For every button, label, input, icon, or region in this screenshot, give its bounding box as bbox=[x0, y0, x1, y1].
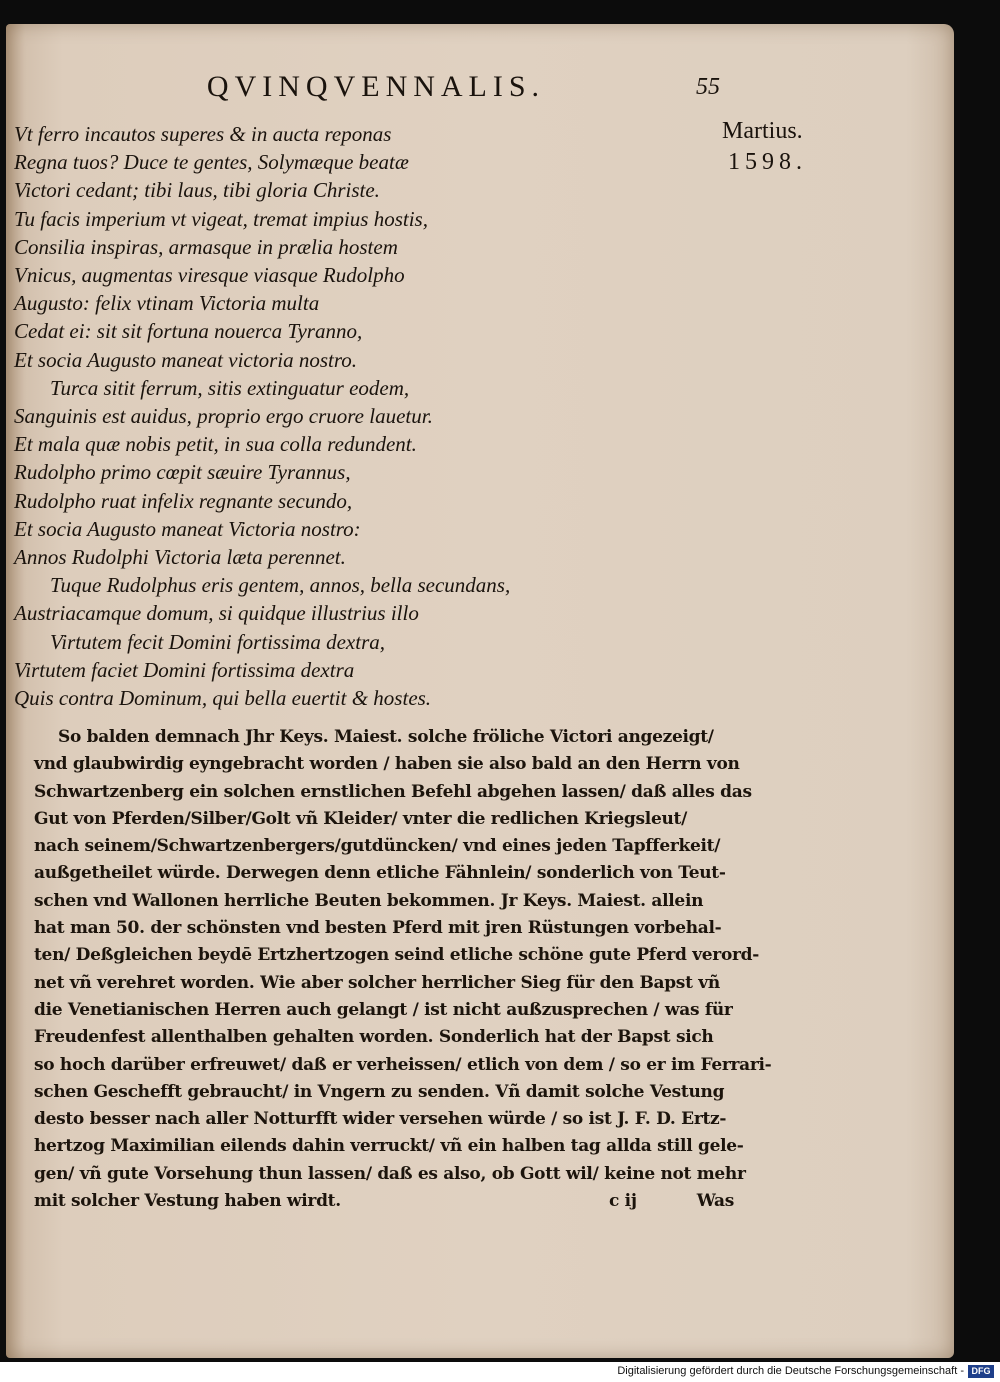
prose-line: gen/ vñ gute Vorsehung thun lassen/ daß es also, ob Gott wil/ keine not mehr bbox=[34, 1163, 746, 1184]
signature-mark: c ij bbox=[609, 1191, 637, 1212]
prose-line: ten/ Deßgleichen beydē Ertzhertzogen seind etliche schöne gute Pferd verord- bbox=[34, 945, 759, 966]
german-prose bbox=[34, 724, 772, 1215]
prose-line: die Venetianischen Herren auch gelangt / ist nicht außzusprechen / was für bbox=[34, 999, 733, 1020]
verse-line: Regna tuos? Duce te gentes, Solymæque beatæ bbox=[14, 150, 409, 175]
prose-line: schen Geschefft gebraucht/ in Vngern zu senden. Vñ damit solche Vestung bbox=[34, 1081, 725, 1102]
prose-line: So balden demnach Jhr Keys. Maiest. solche fröliche Victori angezeigt/ bbox=[58, 727, 714, 747]
verse-line: Augusto: felix vtinam Victoria multa bbox=[14, 291, 320, 316]
verse-line: Et socia Augusto maneat Victoria nostro: bbox=[14, 516, 361, 541]
prose-line: Freudenfest allenthalben gehalten worden. Sonderlich hat der Bapst sich bbox=[34, 1027, 714, 1048]
verse-line: Victori cedant; tibi laus, tibi gloria Christe. bbox=[14, 178, 380, 203]
book-page bbox=[6, 24, 954, 1358]
prose-line: net vñ verehret worden. Wie aber solcher herrlicher Sieg für den Bapst vñ bbox=[34, 972, 720, 993]
prose-line: hertzog Maximilian eilends dahin verruckt/ vñ ein halben tag allda still gele- bbox=[34, 1136, 744, 1157]
prose-line: hat man 50. der schönsten vnd besten Pferd mit jren Rüstungen vorbehal- bbox=[34, 918, 722, 939]
verse-line: Et socia Augusto maneat victoria nostro. bbox=[14, 347, 357, 372]
verse-line: Turca sitit ferrum, sitis extinguatur eodem, bbox=[50, 375, 410, 400]
running-head: QVINQVENNALIS. bbox=[206, 70, 546, 103]
digitization-footer bbox=[0, 1362, 1000, 1382]
verse-line: Rudolpho primo cœpit sæuire Tyrannus, bbox=[14, 460, 351, 485]
prose-line: schen vnd Wallonen herrliche Beuten bekommen. Jr Keys. Maiest. allein bbox=[34, 890, 704, 911]
verse-line: Virtutem fecit Domini fortissima dextra, bbox=[50, 629, 385, 654]
verse-line: Vt ferro incautos superes & in aucta reponas bbox=[14, 122, 392, 146]
verse-line: Rudolpho ruat infelix regnante secundo, bbox=[14, 488, 353, 513]
verse-line: Sanguinis est auidus, proprio ergo cruore lauetur. bbox=[14, 404, 433, 429]
verse-line: Cedat ei: sit sit fortuna nouerca Tyranno, bbox=[14, 319, 363, 344]
verse-line: Annos Rudolphi Victoria læta perennet. bbox=[14, 545, 346, 570]
verse-line: Consilia inspiras, armasque in prælia hostem bbox=[14, 234, 398, 259]
verse-line: Et mala quæ nobis petit, in sua colla redundent. bbox=[14, 432, 417, 457]
prose-line: außgetheilet würde. Derwegen denn etliche Fähnlein/ sonderlich von Teut- bbox=[34, 863, 726, 884]
verse-line: Quis contra Dominum, qui bella euertit & hostes. bbox=[14, 686, 432, 711]
dfg-logo: DFG bbox=[968, 1365, 994, 1378]
prose-line: mit solcher Vestung haben wirdt. bbox=[34, 1191, 341, 1212]
footer-credit: Digitalisierung gefördert durch die Deutsche Forschungsgemeinschaft - bbox=[617, 1365, 964, 1377]
prose-line: nach seinem/Schwartzenbergers/gutdüncken/ vnd eines jeden Tapfferkeit/ bbox=[34, 836, 721, 857]
prose-line: Schwartzenberg ein solchen ernstlichen Befehl abgehen lassen/ daß alles das bbox=[34, 781, 752, 802]
page-number: 55 bbox=[696, 74, 720, 100]
margin-note-month: Martius. bbox=[722, 118, 803, 144]
prose-line: Gut von Pferden/Silber/Golt vñ Kleider/ vnter die redlichen Kriegsleut/ bbox=[34, 808, 687, 829]
verse-line: Austriacamque domum, si quidque illustrius illo bbox=[14, 601, 419, 626]
verse-line: Tu facis imperium vt vigeat, tremat impius hostis, bbox=[14, 206, 428, 231]
margin-note bbox=[722, 116, 842, 178]
verse-line: Vnicus, augmentas viresque viasque Rudolpho bbox=[14, 263, 405, 288]
latin-verse bbox=[14, 120, 714, 712]
verse-line: Tuque Rudolphus eris gentem, annos, bella secundans, bbox=[50, 573, 511, 598]
prose-line: so hoch darüber erfreuwet/ daß er verheissen/ etlich von dem / so er im Ferrari- bbox=[34, 1054, 772, 1075]
catchword: Was bbox=[696, 1191, 734, 1212]
prose-line: desto besser nach aller Notturfft wider versehen würde / so ist J. F. D. Ertz- bbox=[34, 1109, 727, 1130]
verse-line: Virtutem faciet Domini fortissima dextra bbox=[14, 657, 355, 682]
prose-last-line bbox=[34, 1188, 734, 1215]
margin-note-year: 1598. bbox=[728, 149, 807, 175]
prose-line: vnd glaubwirdig eyngebracht worden / haben sie also bald an den Herrn von bbox=[34, 754, 740, 775]
